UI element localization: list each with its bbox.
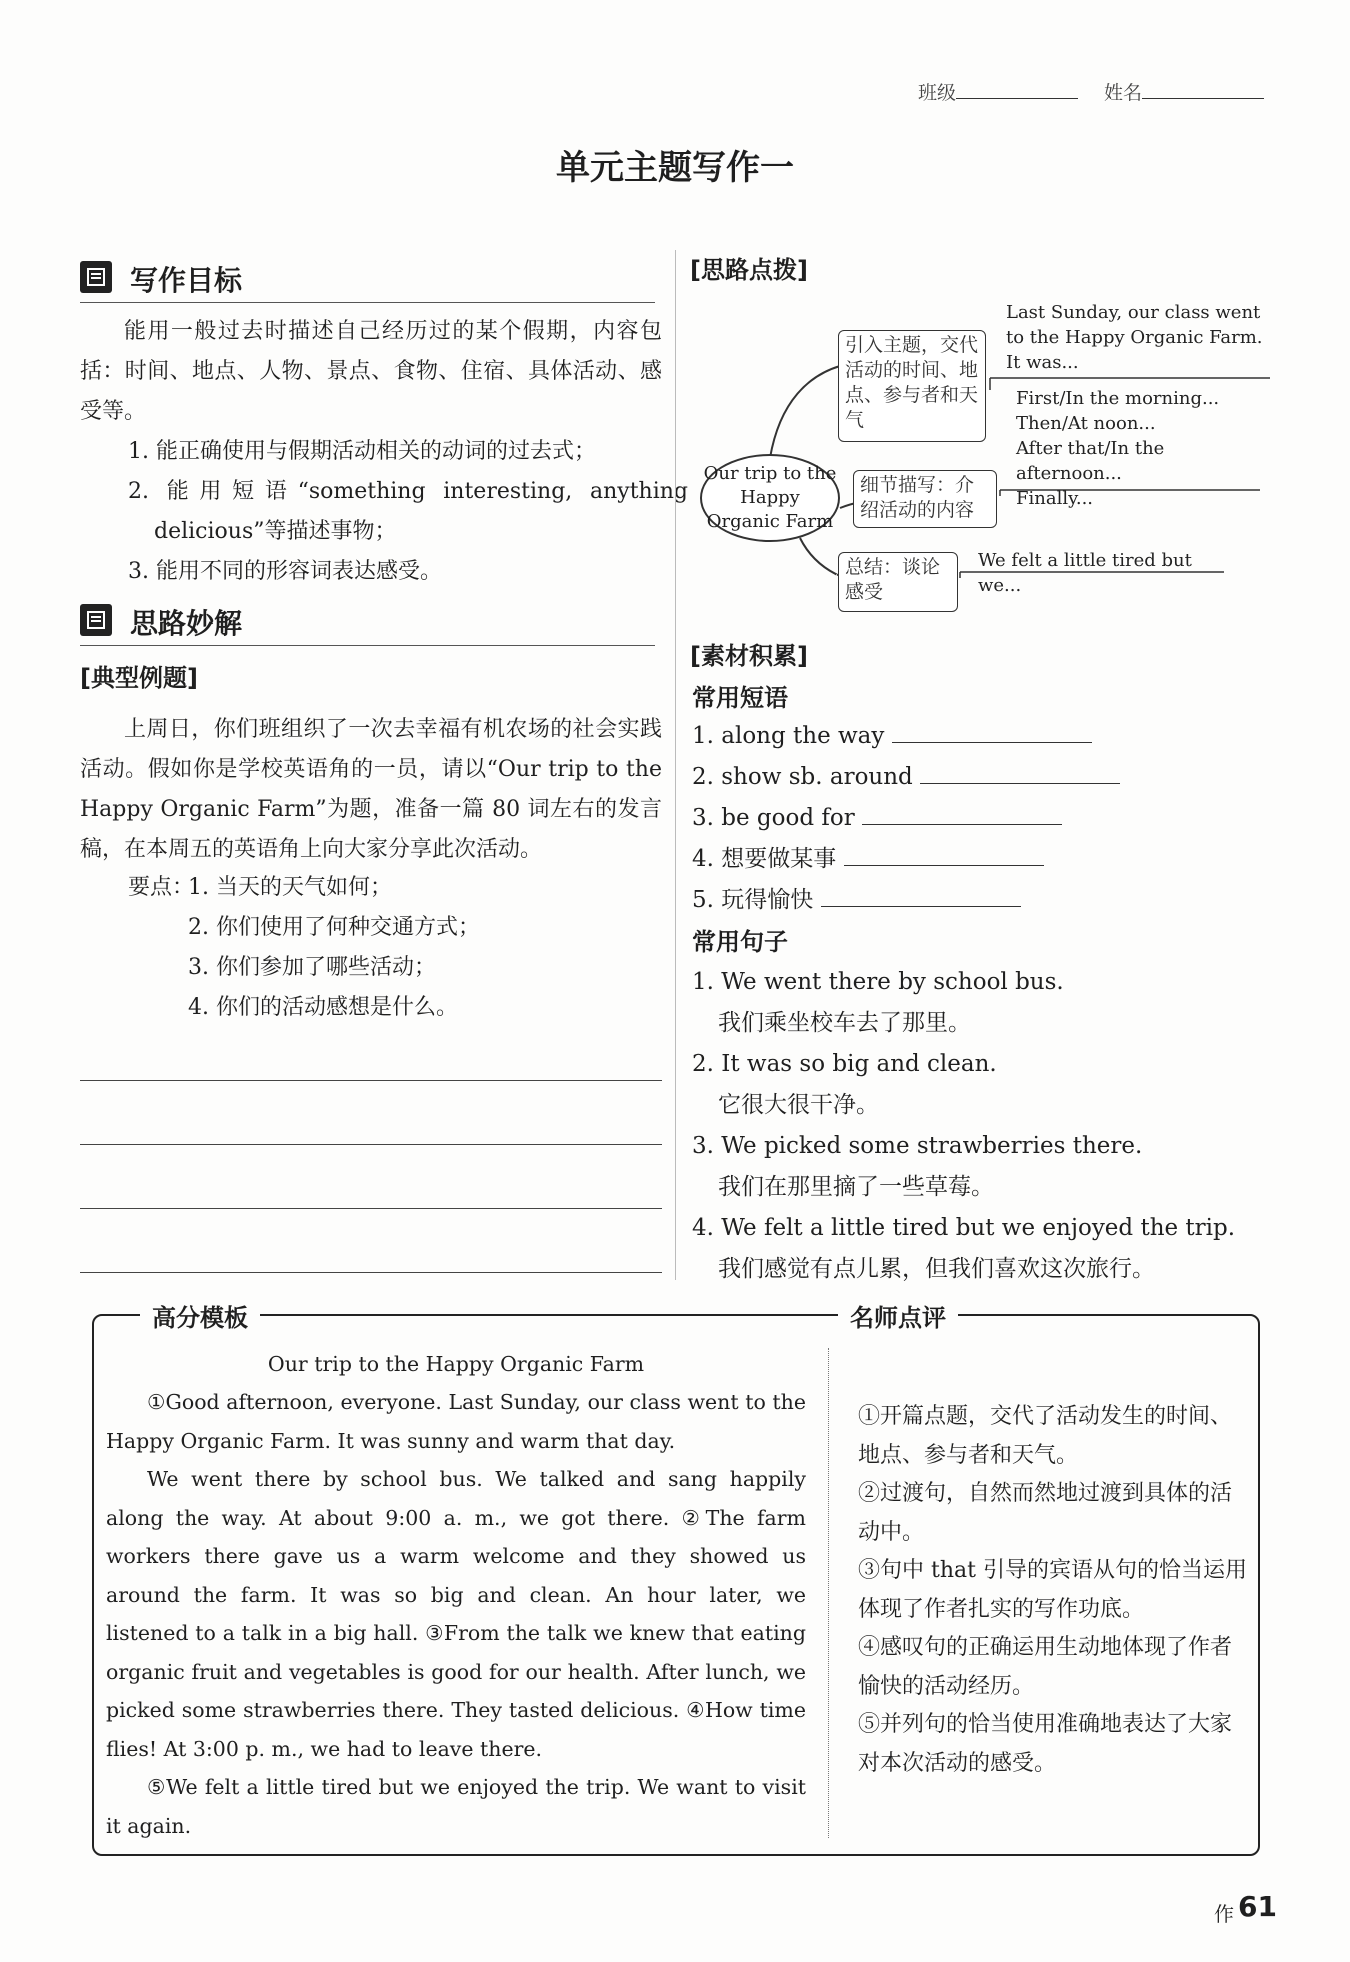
sentence-zh: 我们在那里摘了一些草莓。 bbox=[718, 1174, 994, 1200]
phrase-blank[interactable] bbox=[844, 865, 1044, 866]
point-item: 4. 你们的活动感想是什么。 bbox=[188, 995, 458, 1020]
phrase-item bbox=[692, 716, 1092, 757]
comment-item: ④感叹句的正确运用生动地体现了作者愉快的活动经历。 bbox=[858, 1635, 1233, 1699]
comment-item: ⑤并列句的恰当使用准确地表达了大家对本次活动的感受。 bbox=[858, 1712, 1233, 1776]
branch-line-3 bbox=[800, 538, 837, 575]
answer-line[interactable] bbox=[80, 1272, 662, 1273]
template-label: 高分模板 bbox=[140, 1298, 260, 1333]
section-analysis-header bbox=[80, 598, 655, 646]
phrase-item bbox=[692, 839, 1044, 880]
sentence-en: 3. We picked some strawberries there. bbox=[692, 1133, 1143, 1159]
comment-item: ②过渡句，自然而然地过渡到具体的活动中。 bbox=[858, 1481, 1233, 1545]
mindmap-line: Finally... bbox=[1016, 488, 1094, 509]
phrase-text: 5. 玩得愉快 bbox=[692, 887, 814, 913]
goals-item: 3. 能用不同的形容词表达感受。 bbox=[128, 559, 442, 584]
name-blank[interactable] bbox=[1142, 98, 1264, 99]
mindmap-line: First/In the morning... bbox=[1016, 388, 1220, 409]
section-icon bbox=[80, 604, 112, 636]
essay-paragraph: ⑤We felt a little tired but we enjoyed the trip. We want to visit it again. bbox=[106, 1775, 806, 1838]
page-number: 61 bbox=[1238, 1890, 1277, 1923]
page-title: 单元主题写作一 bbox=[556, 148, 794, 188]
point-item: 1. 当天的天气如何； bbox=[188, 875, 392, 900]
mindmap-line: to the Happy Organic Farm. bbox=[1006, 327, 1263, 348]
name-label: 姓名 bbox=[1104, 82, 1143, 104]
mindmap-branch-text-summary: We felt a little tired but we... bbox=[978, 550, 1192, 596]
goals-item: 1. 能正确使用与假期活动相关的动词的过去式； bbox=[128, 439, 596, 464]
column-divider bbox=[675, 250, 676, 1280]
section-analysis-title: 思路妙解 bbox=[130, 607, 243, 640]
mindmap-branch-text-detail bbox=[1016, 386, 1270, 511]
essay-body bbox=[106, 1383, 806, 1845]
essay-title: Our trip to the Happy Organic Farm bbox=[267, 1352, 645, 1376]
sentence-en: 1. We went there by school bus. bbox=[692, 969, 1064, 995]
goals-intro: 能用一般过去时描述自己经历过的某个假期，内容包括：时间、地点、人物、景点、食物、住宿、具体活动、感受等。 bbox=[80, 319, 662, 424]
sentence-en: 2. It was so big and clean. bbox=[692, 1051, 997, 1077]
phrase-item bbox=[692, 757, 1120, 798]
page-prefix: 作 bbox=[1214, 1902, 1234, 1926]
branch-line-1 bbox=[770, 366, 840, 458]
sentence-en: 4. We felt a little tired but we enjoyed the trip. bbox=[692, 1215, 1236, 1241]
comment-item: ①开篇点题，交代了活动发生的时间、地点、参与者和天气。 bbox=[858, 1404, 1233, 1468]
phrase-text: 2. show sb. around bbox=[692, 764, 913, 790]
phrase-blank[interactable] bbox=[892, 742, 1092, 743]
mindmap-branch-box-intro: 引入主题，交代活动的时间、地点、参与者和天气 bbox=[838, 330, 986, 442]
class-blank[interactable] bbox=[956, 98, 1078, 99]
section-icon bbox=[80, 261, 112, 293]
section-goals-header bbox=[80, 255, 655, 303]
phrase-item bbox=[692, 880, 1021, 921]
comments-label: 名师点评 bbox=[838, 1298, 958, 1333]
answer-line[interactable] bbox=[80, 1144, 662, 1145]
mindmap-line: After that/In the afternoon... bbox=[1016, 438, 1165, 484]
materials-label: [素材积累] bbox=[690, 642, 808, 670]
example-label: [典型例题] bbox=[80, 664, 198, 692]
answer-line[interactable] bbox=[80, 1080, 662, 1081]
sentence-zh: 我们感觉有点儿累，但我们喜欢这次旅行。 bbox=[718, 1256, 1155, 1282]
mindmap-branch-box-detail: 细节描写：介绍活动的内容 bbox=[853, 470, 997, 528]
name-field bbox=[1104, 78, 1264, 105]
phrase-text: 4. 想要做某事 bbox=[692, 846, 837, 872]
mindmap-branch-text-intro bbox=[1006, 300, 1266, 375]
essay-paragraph: ①Good afternoon, everyone. Last Sunday, our class went to the Happy Organic Farm. It was sunny and warm that day. bbox=[106, 1390, 806, 1453]
comments-body bbox=[858, 1398, 1248, 1783]
divider bbox=[80, 302, 655, 303]
mindmap-label: [思路点拨] bbox=[690, 256, 808, 284]
mindmap-line: It was... bbox=[1006, 352, 1079, 373]
sentence-zh: 它很大很干净。 bbox=[718, 1092, 879, 1118]
phrase-item bbox=[692, 798, 1062, 839]
phrase-text: 3. be good for bbox=[692, 805, 855, 831]
phrase-blank[interactable] bbox=[821, 906, 1021, 907]
class-label: 班级 bbox=[918, 82, 957, 104]
phrases-heading: 常用短语 bbox=[692, 684, 788, 712]
points-label: 要点： bbox=[128, 875, 195, 900]
answer-line[interactable] bbox=[80, 1208, 662, 1209]
point-item: 2. 你们使用了何种交通方式； bbox=[188, 915, 480, 940]
phrase-blank[interactable] bbox=[920, 783, 1120, 784]
template-divider bbox=[828, 1348, 829, 1838]
section-goals-title: 写作目标 bbox=[130, 264, 243, 297]
mindmap-line: Then/At noon... bbox=[1016, 413, 1156, 434]
class-field bbox=[918, 78, 1078, 105]
point-item: 3. 你们参加了哪些活动； bbox=[188, 955, 436, 980]
mindmap-branch-box-summary: 总结：谈论感受 bbox=[838, 552, 958, 612]
sentences-heading: 常用句子 bbox=[692, 928, 788, 956]
phrase-text: 1. along the way bbox=[692, 723, 885, 749]
mindmap-center: Our trip to the Happy Organic Farm bbox=[700, 454, 840, 542]
essay-paragraph: We went there by school bus. We talked and sang happily along the way. At about 9:00 a. m., we got there. ②The farm workers there gave us a warm welcome and they showed us around the farm. It was so big and clean. An hour later, we listened to a talk in a big hall. ③From the talk we knew that eating organic fruit and vegetables is good for our health. After lunch, we picked some strawberries there. They tasted delicious. ④How time flies! At 3:00 p. m., we had to leave there. bbox=[106, 1467, 806, 1761]
phrase-blank[interactable] bbox=[862, 824, 1062, 825]
comment-item: ③句中 that 引导的宾语从句的恰当运用体现了作者扎实的写作功底。 bbox=[858, 1558, 1247, 1622]
mindmap-line: Last Sunday, our class went bbox=[1006, 302, 1261, 323]
example-prompt: 上周日，你们班组织了一次去幸福有机农场的社会实践活动。假如你是学校英语角的一员，请以“Our trip to the Happy Organic Farm”为题，准备一篇 80 词左右的发言稿，在本周五的英语角上向大家分享此次活动。 bbox=[80, 717, 662, 862]
sentence-zh: 我们乘坐校车去了那里。 bbox=[718, 1010, 971, 1036]
goals-item: 2. 能用短语“something interesting, anything delicious”等描述事物； bbox=[128, 479, 688, 544]
divider bbox=[80, 645, 655, 646]
